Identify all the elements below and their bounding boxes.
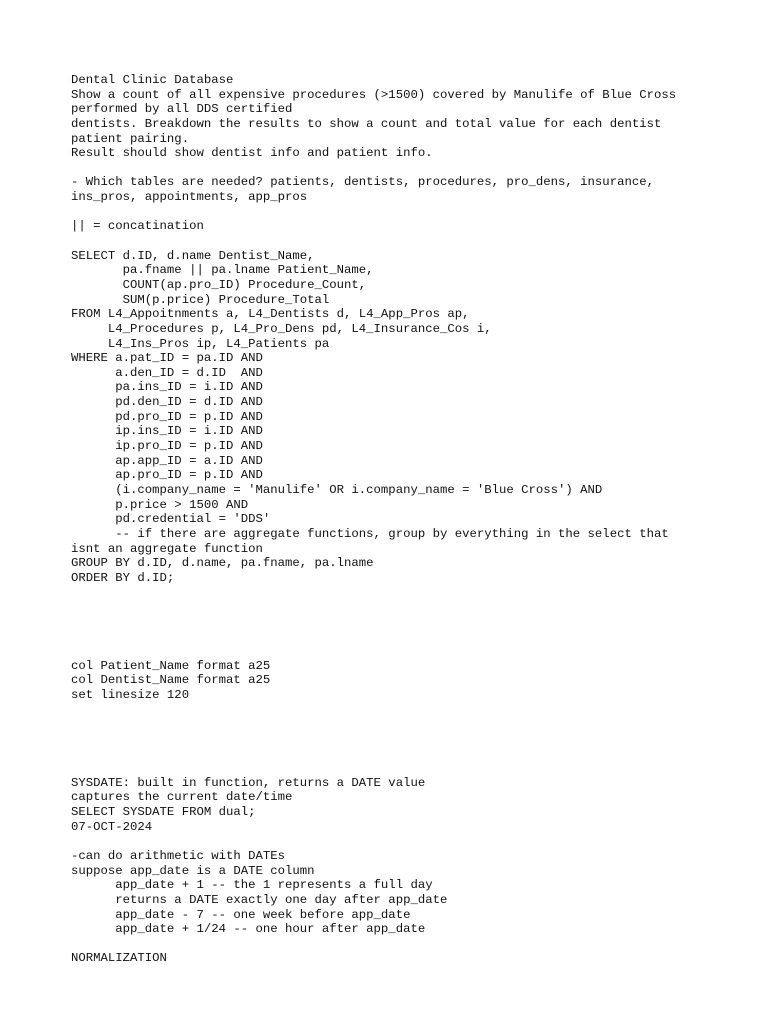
text-line: (i.company_name = 'Manulife' OR i.company_name = 'Blue Cross') AND — [71, 482, 603, 497]
document-body — [71, 73, 731, 966]
text-line — [71, 585, 731, 600]
text-line: pa.fname || pa.lname Patient_Name, — [71, 263, 374, 278]
text-line — [71, 761, 731, 776]
text-line — [71, 234, 731, 249]
text-line: Dental Clinic Database — [71, 73, 234, 87]
text-line: suppose app_date is a DATE column — [71, 863, 315, 878]
text-line: dentists. Breakdown the results to show a count and total value for each dentist — [71, 116, 662, 131]
text-line: ORDER BY d.ID; — [71, 570, 175, 585]
text-line — [71, 703, 731, 718]
text-line: pa.ins_ID = i.ID AND — [71, 380, 263, 395]
text-line: SELECT SYSDATE FROM dual; — [71, 805, 256, 820]
text-line: FROM L4_Appoitnments a, L4_Dentists d, L4_App_Pros ap, — [71, 307, 470, 322]
text-line: a.den_ID = d.ID AND — [71, 365, 263, 380]
text-line: NORMALIZATION — [71, 951, 167, 966]
text-line: SUM(p.price) Procedure_Total — [71, 292, 330, 307]
text-line: SELECT d.ID, d.name Dentist_Name, — [71, 248, 315, 263]
text-line: -- if there are aggregate functions, group by everything in the select that — [71, 526, 669, 541]
text-line — [71, 732, 731, 747]
text-line: pd.den_ID = d.ID AND — [71, 395, 263, 410]
text-line: performed by all DDS certified — [71, 102, 293, 117]
text-line: || = concatination — [71, 219, 204, 234]
text-line: L4_Ins_Pros ip, L4_Patients pa — [71, 336, 330, 351]
text-line: ap.pro_ID = p.ID AND — [71, 468, 263, 483]
text-line: ins_pros, appointments, app_pros — [71, 190, 308, 205]
text-line: isnt an aggregate function — [71, 541, 263, 556]
text-line — [71, 644, 731, 659]
text-line: app_date - 7 -- one week before app_date — [71, 907, 411, 922]
text-line — [71, 161, 731, 176]
text-line — [71, 615, 731, 630]
text-line: app_date + 1/24 -- one hour after app_date — [71, 922, 426, 937]
text-line: ap.app_ID = a.ID AND — [71, 453, 263, 468]
text-line: GROUP BY d.ID, d.name, pa.fname, pa.lname — [71, 556, 374, 571]
text-line — [71, 205, 731, 220]
text-line: ip.ins_ID = i.ID AND — [71, 424, 263, 439]
text-line: 07-OCT-2024 — [71, 819, 153, 834]
text-line: returns a DATE exactly one day after app_date — [71, 892, 448, 907]
text-line — [71, 629, 731, 644]
text-line: pd.pro_ID = p.ID AND — [71, 409, 263, 424]
text-line — [71, 600, 731, 615]
text-line: Result should show dentist info and patient info. — [71, 146, 433, 161]
text-line: col Dentist_Name format a25 — [71, 673, 271, 688]
text-line: app_date + 1 -- the 1 represents a full day — [71, 878, 433, 893]
text-line — [71, 717, 731, 732]
text-line: set linesize 120 — [71, 687, 190, 702]
text-line — [71, 746, 731, 761]
text-line: patient pairing. — [71, 131, 190, 146]
text-line: SYSDATE: built in function, returns a DATE value — [71, 775, 426, 790]
text-line: WHERE a.pat_ID = pa.ID AND — [71, 351, 263, 366]
text-line — [71, 834, 731, 849]
text-line: -can do arithmetic with DATEs — [71, 848, 286, 863]
text-line — [71, 937, 731, 952]
text-line: Show a count of all expensive procedures (>1500) covered by Manulife of Blue Cross — [71, 87, 677, 102]
text-line: ip.pro_ID = p.ID AND — [71, 439, 263, 454]
text-line: captures the current date/time — [71, 790, 293, 805]
text-line: COUNT(ap.pro_ID) Procedure_Count, — [71, 277, 367, 292]
text-line: col Patient_Name format a25 — [71, 658, 271, 673]
text-line: p.price > 1500 AND — [71, 497, 249, 512]
text-line: pd.credential = 'DDS' — [71, 512, 271, 527]
text-line: - Which tables are needed? patients, dentists, procedures, pro_dens, insurance, — [71, 175, 654, 190]
text-line: L4_Procedures p, L4_Pro_Dens pd, L4_Insurance_Cos i, — [71, 321, 492, 336]
